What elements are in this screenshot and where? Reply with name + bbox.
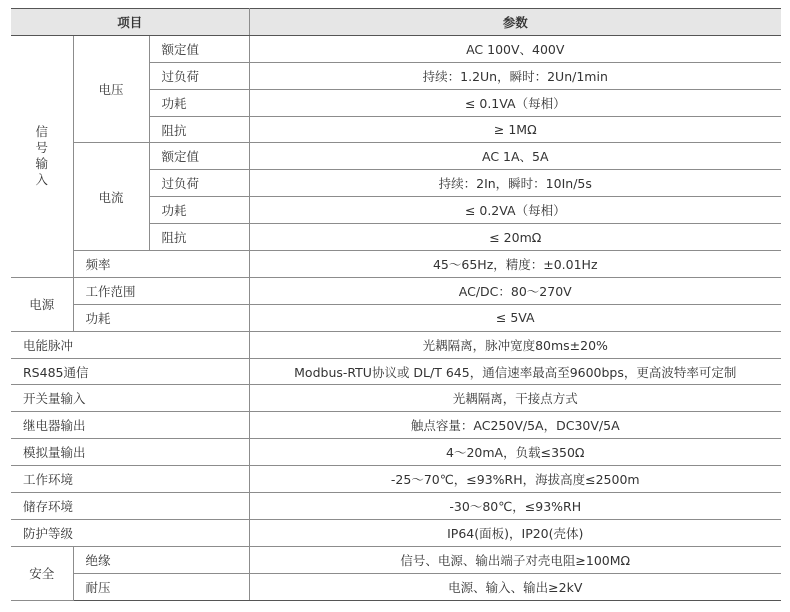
row-value: 光耦隔离，干接点方式 [249, 385, 781, 412]
row-label: 阻抗 [149, 116, 249, 143]
header-item: 项目 [11, 9, 249, 36]
row-label: 绝缘 [73, 546, 249, 573]
row-value: -30～80℃，≤93%RH [249, 493, 781, 520]
row-value: 电源、输入、输出≥2kV [249, 573, 781, 600]
row-label: 功耗 [149, 89, 249, 116]
row-label: 电能脉冲 [11, 331, 249, 358]
row-value: 4～20mA，负载≤350Ω [249, 439, 781, 466]
row-label: 耐压 [73, 573, 249, 600]
row-value: Modbus-RTU协议或 DL/T 645，通信速率最高至9600bps，更高波特率可定制 [249, 358, 781, 385]
power-supply-label: 电源 [11, 277, 73, 331]
row-label: 模拟量输出 [11, 439, 249, 466]
table-row [11, 546, 781, 573]
row-value: 持续：2In，瞬时：10In/5s [249, 170, 781, 197]
signal-input-label: 信号输入 [11, 35, 73, 277]
row-label: RS485通信 [11, 358, 249, 385]
header-row [11, 9, 781, 36]
row-value: 持续：1.2Un，瞬时：2Un/1min [249, 62, 781, 89]
table-row [11, 35, 781, 62]
row-label: 阻抗 [149, 224, 249, 251]
row-label: 额定值 [149, 35, 249, 62]
row-label: 储存环境 [11, 493, 249, 520]
row-label: 开关量输入 [11, 385, 249, 412]
row-value: ≥ 1MΩ [249, 116, 781, 143]
table-row [11, 385, 781, 412]
row-value: ≤ 0.1VA（每相） [249, 89, 781, 116]
row-value: 信号、电源、输出端子对壳电阻≥100MΩ [249, 546, 781, 573]
row-value: AC/DC：80～270V [249, 277, 781, 304]
row-label: 防护等级 [11, 519, 249, 546]
table-row [11, 251, 781, 278]
row-label: 工作环境 [11, 466, 249, 493]
row-label: 过负荷 [149, 62, 249, 89]
row-label: 功耗 [149, 197, 249, 224]
row-value: ≤ 5VA [249, 304, 781, 331]
row-label: 功耗 [73, 304, 249, 331]
row-label: 过负荷 [149, 170, 249, 197]
row-value: AC 1A、5A [249, 143, 781, 170]
header-param: 参数 [249, 9, 781, 36]
row-label: 工作范围 [73, 277, 249, 304]
table-row [11, 519, 781, 546]
table-row [11, 358, 781, 385]
spec-table [11, 8, 781, 601]
row-value: ≤ 20mΩ [249, 224, 781, 251]
table-row [11, 331, 781, 358]
row-value: IP64(面板)，IP20(壳体) [249, 519, 781, 546]
table-row [11, 573, 781, 600]
table-row [11, 412, 781, 439]
current-label: 电流 [73, 143, 149, 251]
row-value: 光耦隔离，脉冲宽度80ms±20% [249, 331, 781, 358]
table-row [11, 304, 781, 331]
table-row [11, 439, 781, 466]
table-row [11, 466, 781, 493]
table-row [11, 277, 781, 304]
row-value: ≤ 0.2VA（每相） [249, 197, 781, 224]
row-label: 继电器输出 [11, 412, 249, 439]
row-value: 触点容量：AC250V/5A，DC30V/5A [249, 412, 781, 439]
row-label: 额定值 [149, 143, 249, 170]
voltage-label: 电压 [73, 35, 149, 143]
table-row [11, 143, 781, 170]
row-value: 45～65Hz，精度：±0.01Hz [249, 251, 781, 278]
row-value: AC 100V、400V [249, 35, 781, 62]
safety-label: 安全 [11, 546, 73, 600]
table-row [11, 493, 781, 520]
frequency-label: 频率 [73, 251, 249, 278]
row-value: -25～70℃，≤93%RH，海拔高度≤2500m [249, 466, 781, 493]
